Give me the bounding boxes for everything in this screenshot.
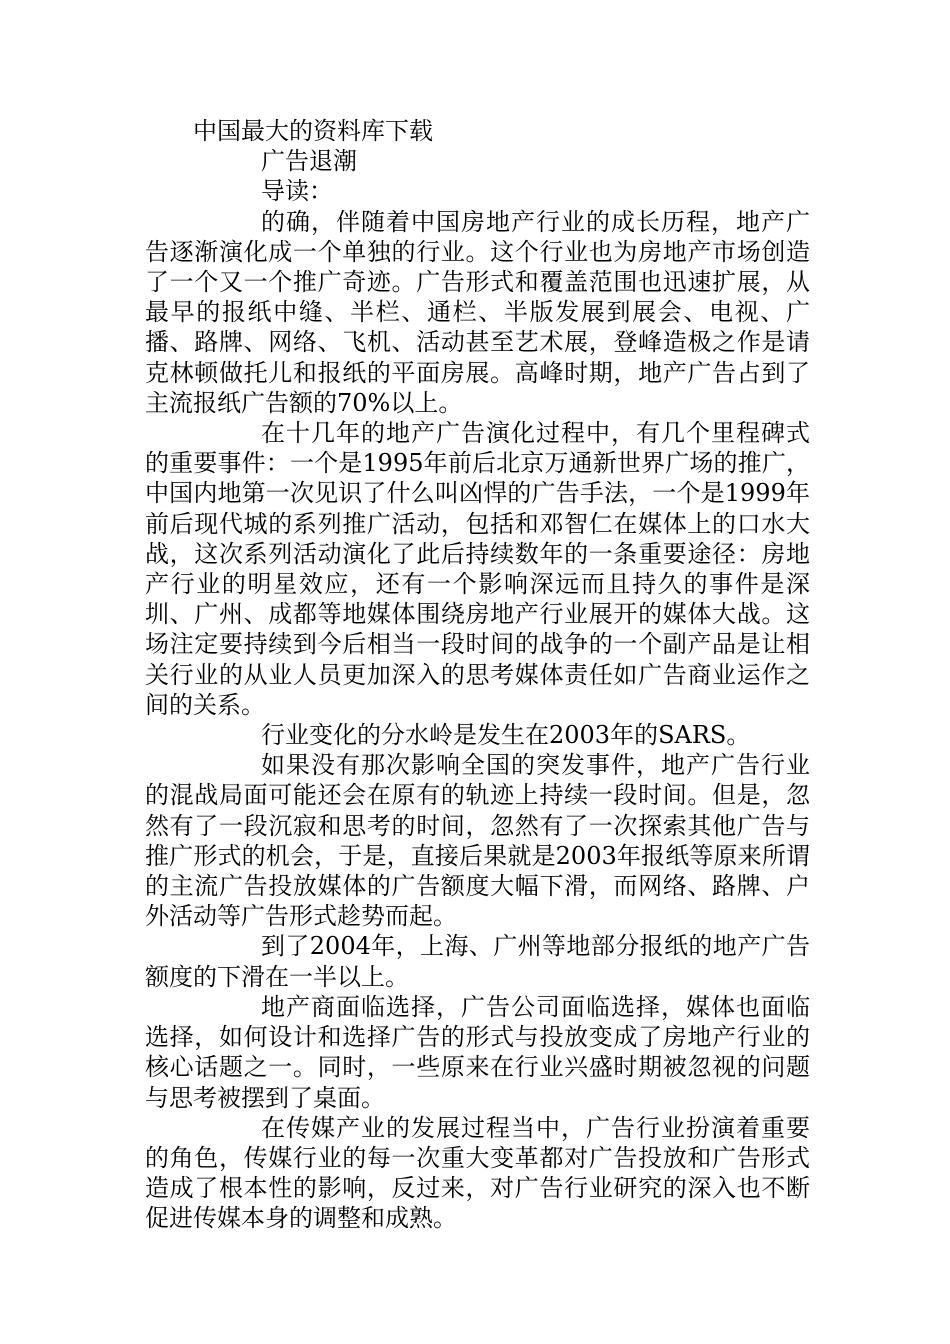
paragraph-milestones: 在十几年的地产广告演化过程中，有几个里程碑式的重要事件：一个是1995年前后北京万通新世界广场的推广，中国内地第一次见识了什么叫凶悍的广告手法，一个是1999年前后现代城的系列推广活动，包括和邓智仁在媒体上的口水大战，这次系列活动演化了此后持续数年的一条重要途径：房地产行业的明星效应，还有一个影响深远而且持久的事件是深圳、广州、成都等地媒体围绕房地产行业展开的媒体大战。这场注定要持续到今后相当一段时间的战争的一个副产品是让相关行业的从业人员更加深入的思考媒体责任如广告商业运作之间的关系。 [145,419,810,719]
paragraph-media-industry: 在传媒产业的发展过程当中，广告行业扮演着重要的角色，传媒行业的每一次重大变革都对广告投放和广告形式造成了根本性的影响，反过来，对广告行业研究的深入也不断促进传媒本身的调整和成熟。 [145,1113,810,1233]
article-title: 广告退潮 [261,147,357,176]
intro-label: 导读： [261,177,333,206]
paragraph-2004: 到了2004年，上海、广州等地部分报纸的地产广告额度的下滑在一半以上。 [145,932,810,991]
paragraph-intro: 的确，伴随着中国房地产行业的成长历程，地产广告逐渐演化成一个单独的行业。这个行业也为房地产市场创造了一个又一个推广奇迹。广告形式和覆盖范围也迅速扩展，从最早的报纸中缝、半栏、通栏、半版发展到展会、电视、广播、路牌、网络、飞机、活动甚至艺术展，登峰造极之作是请克林顿做托儿和报纸的平面房展。高峰时期，地产广告占到了主流报纸广告额的70%以上。 [145,207,810,417]
paragraph-watershed: 行业变化的分水岭是发生在2003年的SARS。 [261,721,751,750]
paragraph-sars-impact: 如果没有那次影响全国的突发事件，地产广告行业的混战局面可能还会在原有的轨迹上持续一段时间。但是，忽然有了一段沉寂和思考的时间，忽然有了一次探索其他广告与推广形式的机会，于是，直接后果就是2003年报纸等原来所谓的主流广告投放媒体的广告额度大幅下滑，而网络、路牌、户外活动等广告形式趁势而起。 [145,751,810,931]
site-banner: 中国最大的资料库下载 [193,117,433,145]
paragraph-choices: 地产商面临选择，广告公司面临选择，媒体也面临选择，如何设计和选择广告的形式与投放变成了房地产行业的核心话题之一。同时，一些原来在行业兴盛时期被忽视的问题与思考被摆到了桌面。 [145,992,810,1112]
document-body [145,116,810,1234]
